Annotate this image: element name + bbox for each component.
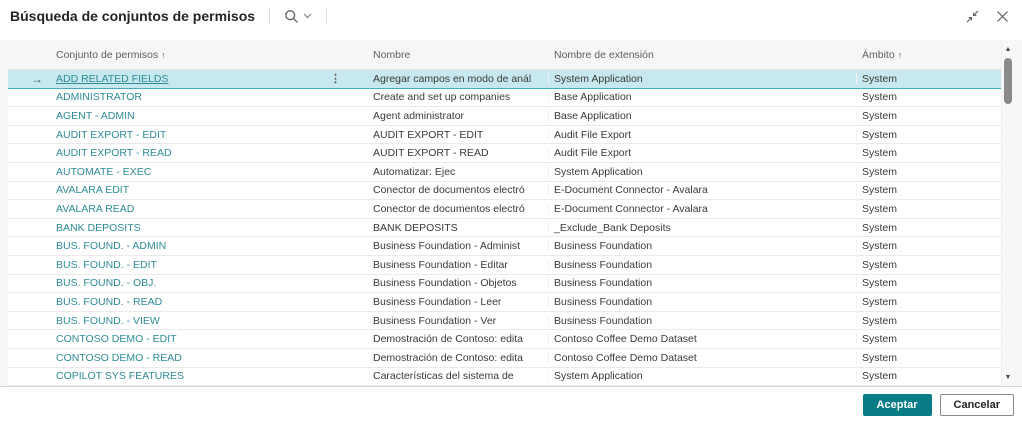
- row-options-menu-icon[interactable]: ⋮: [330, 73, 341, 86]
- cell-permission-set[interactable]: [56, 72, 368, 85]
- cell-permission-set[interactable]: [56, 91, 368, 103]
- cell-scope[interactable]: System: [862, 72, 898, 85]
- permission-set-link[interactable]: AGENT - ADMIN: [56, 109, 135, 122]
- column-header-label: Nombre: [373, 48, 411, 61]
- cell-name[interactable]: Demostración de Contoso: edita: [368, 352, 549, 364]
- scroll-up-arrow[interactable]: ▲: [1004, 45, 1012, 53]
- table-row[interactable]: [8, 330, 1001, 349]
- grid-header-row: [8, 40, 1001, 70]
- cell-name[interactable]: Business Foundation - Leer: [368, 296, 549, 308]
- cell-name[interactable]: Conector de documentos electró: [368, 203, 549, 215]
- sort-ascending-icon: ↑: [161, 49, 166, 60]
- cell-extension[interactable]: Business Foundation: [549, 240, 857, 252]
- cell-scope[interactable]: System: [862, 91, 898, 104]
- cell-scope[interactable]: System: [862, 202, 898, 215]
- permission-set-link[interactable]: BUS. FOUND. - VIEW: [56, 314, 160, 327]
- divider: [326, 8, 327, 24]
- table-row[interactable]: [8, 200, 1001, 219]
- collapse-dialog-icon[interactable]: [965, 9, 979, 23]
- cell-permission-set[interactable]: [56, 166, 368, 178]
- grid-body: [8, 70, 1001, 386]
- search-icon: [284, 9, 299, 24]
- cell-extension[interactable]: System Application: [549, 166, 857, 178]
- table-row[interactable]: [8, 70, 1001, 89]
- cell-scope[interactable]: System: [862, 240, 898, 253]
- cell-permission-set[interactable]: [56, 296, 368, 308]
- permission-set-link[interactable]: COPILOT SYS FEATURES: [56, 370, 184, 383]
- permission-set-link[interactable]: BUS. FOUND. - OBJ.: [56, 277, 157, 290]
- cell-scope[interactable]: System: [862, 333, 898, 346]
- cell-extension[interactable]: System Application: [549, 73, 857, 85]
- cell-extension[interactable]: _Exclude_Bank Deposits: [549, 222, 857, 234]
- cell-extension[interactable]: Business Foundation: [549, 259, 857, 271]
- sort-ascending-icon: ↑: [897, 49, 903, 60]
- cell-name[interactable]: Demostración de Contoso: edita: [368, 333, 549, 345]
- column-header-permission_set[interactable]: [56, 49, 368, 61]
- cell-scope[interactable]: System: [862, 314, 898, 327]
- cell-scope[interactable]: System: [862, 221, 898, 234]
- table-row[interactable]: [8, 144, 1001, 163]
- column-header-scope[interactable]: [857, 49, 1001, 61]
- cell-permission-set[interactable]: [56, 259, 368, 271]
- cell-name[interactable]: Business Foundation - Objetos: [368, 277, 549, 289]
- permission-set-link[interactable]: AUDIT EXPORT - EDIT: [56, 128, 167, 141]
- cell-name[interactable]: Características del sistema de: [368, 370, 549, 382]
- cell-name[interactable]: Agent administrator: [368, 110, 549, 122]
- cell-extension[interactable]: System Application: [549, 370, 857, 382]
- cell-extension[interactable]: E-Document Connector - Avalara: [549, 184, 857, 196]
- permission-sets-grid: [8, 40, 1014, 386]
- table-row[interactable]: [8, 219, 1001, 238]
- cell-name[interactable]: BANK DEPOSITS: [368, 222, 549, 234]
- cell-permission-set[interactable]: [56, 129, 368, 141]
- cell-permission-set[interactable]: [56, 333, 368, 345]
- cell-extension[interactable]: Base Application: [549, 91, 857, 103]
- cell-name[interactable]: Agregar campos en modo de anál: [368, 73, 549, 85]
- cell-extension[interactable]: Business Foundation: [549, 277, 857, 289]
- permission-set-link[interactable]: ADMINISTRATOR: [56, 91, 142, 104]
- cell-name[interactable]: AUDIT EXPORT - EDIT: [368, 129, 549, 141]
- cell-scope[interactable]: System: [862, 128, 898, 141]
- table-row[interactable]: [8, 275, 1001, 294]
- column-header-label: Ámbito: [862, 48, 895, 61]
- dialog-footer: [0, 386, 1022, 423]
- cell-permission-set[interactable]: [56, 147, 368, 159]
- cell-extension[interactable]: Business Foundation: [549, 315, 857, 327]
- cell-permission-set[interactable]: [56, 277, 368, 289]
- selected-row-arrow-icon: →: [31, 71, 43, 86]
- table-row[interactable]: [8, 293, 1001, 312]
- cell-name[interactable]: Business Foundation - Editar: [368, 259, 549, 271]
- table-row[interactable]: [8, 126, 1001, 145]
- cell-permission-set[interactable]: [56, 240, 368, 252]
- permission-set-link[interactable]: AVALARA READ: [56, 202, 135, 215]
- cell-permission-set[interactable]: [56, 315, 368, 327]
- table-row[interactable]: [8, 237, 1001, 256]
- cell-scope[interactable]: System: [862, 370, 898, 383]
- cancel-button[interactable]: Cancelar: [940, 394, 1014, 416]
- permission-set-link[interactable]: BUS. FOUND. - ADMIN: [56, 240, 167, 253]
- permission-set-link[interactable]: CONTOSO DEMO - READ: [56, 351, 182, 364]
- permission-set-link[interactable]: AVALARA EDIT: [56, 184, 130, 197]
- column-header-name[interactable]: [368, 49, 549, 61]
- permission-set-link[interactable]: AUDIT EXPORT - READ: [56, 147, 172, 160]
- table-row[interactable]: [8, 107, 1001, 126]
- cell-permission-set[interactable]: [56, 110, 368, 122]
- column-header-extension[interactable]: [549, 49, 857, 61]
- permission-set-link[interactable]: CONTOSO DEMO - EDIT: [56, 333, 177, 346]
- close-icon[interactable]: [995, 9, 1009, 23]
- cell-extension[interactable]: Base Application: [549, 110, 857, 122]
- permission-set-link[interactable]: BANK DEPOSITS: [56, 221, 141, 234]
- cell-extension[interactable]: Contoso Coffee Demo Dataset: [549, 333, 857, 345]
- permission-set-link[interactable]: BUS. FOUND. - EDIT: [56, 258, 157, 271]
- cell-name[interactable]: Automatizar: Ejec: [368, 166, 549, 178]
- cell-permission-set[interactable]: [56, 352, 368, 364]
- permission-set-link[interactable]: ADD RELATED FIELDS: [56, 72, 169, 85]
- permission-set-link[interactable]: BUS. FOUND. - READ: [56, 295, 163, 308]
- cell-extension[interactable]: Contoso Coffee Demo Dataset: [549, 352, 857, 364]
- table-row[interactable]: [8, 312, 1001, 331]
- cell-scope[interactable]: System: [862, 351, 898, 364]
- page-title: Búsqueda de conjuntos de permisos: [10, 8, 256, 24]
- table-row[interactable]: [8, 256, 1001, 275]
- scrollbar-thumb[interactable]: [1004, 58, 1012, 104]
- cell-permission-set[interactable]: [56, 222, 368, 234]
- cell-name[interactable]: Create and set up companies: [368, 91, 549, 103]
- chevron-down-icon: [303, 13, 312, 19]
- column-header-label: Conjunto de permisos ↑: [56, 48, 166, 61]
- vertical-scrollbar[interactable]: [1001, 40, 1014, 386]
- cell-scope[interactable]: System: [862, 147, 898, 160]
- cell-scope[interactable]: System: [862, 184, 898, 197]
- cell-scope[interactable]: System: [862, 295, 898, 308]
- search-button[interactable]: [270, 9, 326, 24]
- table-row[interactable]: [8, 368, 1001, 387]
- cell-scope[interactable]: System: [862, 165, 898, 178]
- cell-name[interactable]: Conector de documentos electró: [368, 184, 549, 196]
- cell-permission-set[interactable]: [56, 203, 368, 215]
- accept-button[interactable]: Aceptar: [863, 394, 932, 416]
- cell-scope[interactable]: System: [862, 109, 898, 122]
- cell-extension[interactable]: E-Document Connector - Avalara: [549, 203, 857, 215]
- cell-scope[interactable]: System: [862, 277, 898, 290]
- cell-scope[interactable]: System: [862, 258, 898, 271]
- cell-name[interactable]: AUDIT EXPORT - READ: [368, 147, 549, 159]
- column-header-label: Nombre de extensión: [554, 48, 654, 61]
- permission-set-link[interactable]: AUTOMATE - EXEC: [56, 165, 152, 178]
- cell-name[interactable]: Business Foundation - Ver: [368, 315, 549, 327]
- table-row[interactable]: [8, 182, 1001, 201]
- cell-permission-set[interactable]: [56, 184, 368, 196]
- cell-name[interactable]: Business Foundation - Administ: [368, 240, 549, 252]
- cell-extension[interactable]: Audit File Export: [549, 147, 857, 159]
- cell-extension[interactable]: Audit File Export: [549, 129, 857, 141]
- dialog-titlebar: [0, 0, 1022, 32]
- table-row[interactable]: [8, 163, 1001, 182]
- table-row[interactable]: [8, 349, 1001, 368]
- cell-permission-set[interactable]: [56, 370, 368, 382]
- scroll-down-arrow[interactable]: ▼: [1004, 373, 1012, 381]
- table-row[interactable]: [8, 89, 1001, 108]
- cell-extension[interactable]: Business Foundation: [549, 296, 857, 308]
